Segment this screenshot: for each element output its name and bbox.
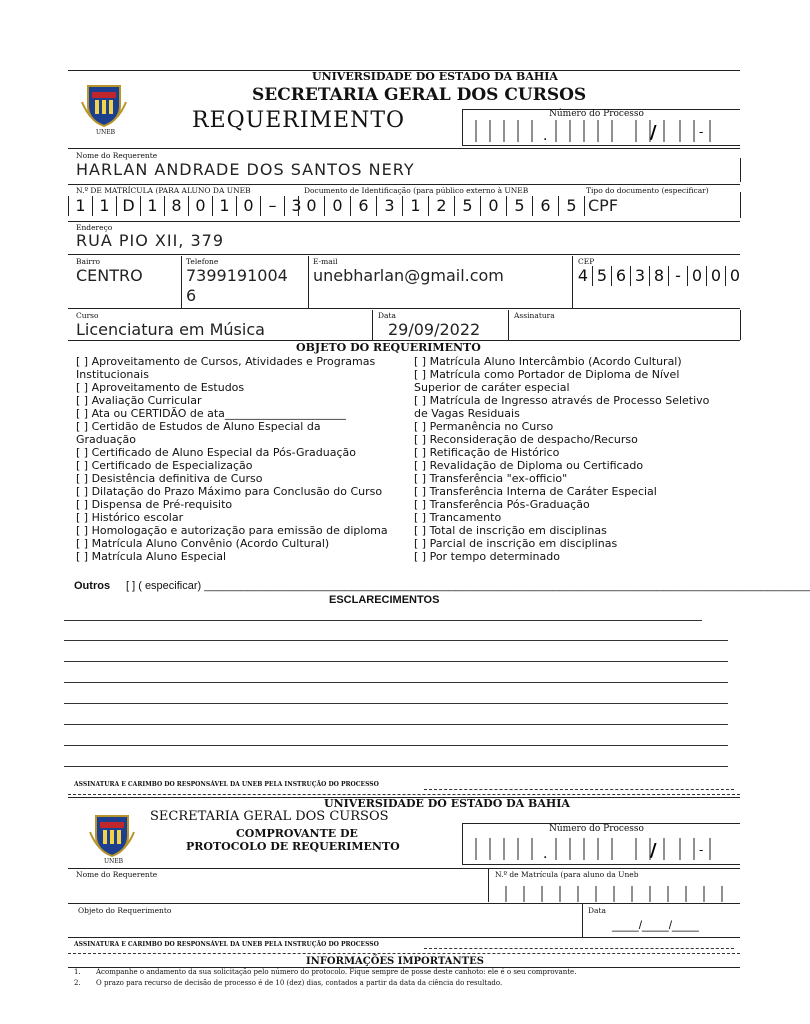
option-item[interactable]: [ ] Permanência no Curso	[414, 420, 554, 433]
email-field[interactable]: unebharlan@gmail.com	[313, 266, 504, 285]
cep-digit: 0	[729, 266, 741, 285]
option-item[interactable]: [ ] Revalidação de Diploma ou Certificado	[414, 459, 644, 472]
form-title: REQUERIMENTO	[192, 108, 406, 133]
divider	[740, 158, 741, 182]
signature-line[interactable]	[424, 789, 734, 790]
option-item[interactable]: [ ] Certificado de Especialização	[76, 459, 253, 472]
divider	[68, 308, 740, 309]
option-item-continued: Institucionais	[76, 368, 149, 381]
phone-label: Telefone	[186, 257, 219, 266]
divider	[68, 868, 740, 869]
comprovante-date-field[interactable]: ____/____/____	[612, 918, 699, 932]
option-item[interactable]: [ ] Retificação de Histórico	[414, 446, 560, 459]
svg-text:.: .	[543, 846, 548, 862]
cep-digit: 0	[707, 266, 726, 286]
option-item[interactable]: [ ] Dilatação do Prazo Máximo para Conclusão do Curso	[76, 485, 383, 498]
phone-field[interactable]: 7399191004	[186, 266, 288, 285]
secretariat-title: SECRETARIA GERAL DOS CURSOS	[252, 85, 587, 105]
option-item-continued: Graduação	[76, 433, 137, 446]
university-name: UNIVERSIDADE DO ESTADO DA BAHIA	[312, 70, 558, 83]
svg-text:/: /	[650, 122, 657, 143]
divider	[68, 903, 740, 904]
divider	[740, 192, 741, 218]
option-item[interactable]: [ ] Ata ou CERTIDÃO de ata______________________	[76, 407, 346, 420]
address-label: Endereço	[76, 223, 113, 232]
doc-label: Documento de Identificação (para público externo à UNEB	[304, 186, 529, 195]
signature-label: Assinatura	[514, 311, 555, 320]
option-item-continued: de Vagas Residuais	[414, 407, 520, 420]
process-number-label: Número do Processo	[549, 109, 644, 119]
option-item[interactable]: [ ] Matrícula Aluno Especial	[76, 550, 227, 563]
option-subitem[interactable]: [ ] Total de inscrição em disciplinas	[414, 524, 607, 537]
info-title: INFORMAÇÕES IMPORTANTES	[306, 956, 484, 967]
comprovante-university: UNIVERSIDADE DO ESTADO DA BAHIA	[324, 797, 570, 810]
doc-digit: 5	[454, 196, 480, 216]
matricula-digit: 1	[212, 196, 236, 216]
comprovante-matricula-cells[interactable]	[488, 886, 738, 902]
doc-digit: 0	[324, 196, 350, 216]
writing-line	[64, 724, 728, 725]
email-label: E-mail	[313, 257, 338, 266]
writing-line	[64, 682, 728, 683]
option-item[interactable]: [ ] Trancamento	[414, 511, 502, 524]
objeto-title: OBJETO DO REQUERIMENTO	[296, 341, 481, 354]
writing-line	[64, 766, 728, 767]
option-item[interactable]: [ ] Matrícula Aluno Convênio (Acordo Cultural)	[76, 537, 330, 550]
matricula-digit: 1	[92, 196, 116, 216]
doc-digit: 6	[350, 196, 376, 216]
comprovante-responsavel-label: ASSINATURA E CARIMBO DO RESPONSÁVEL DA UNEB PELA INSTRUÇÃO DO PROCESSO	[74, 941, 379, 948]
divider	[68, 148, 740, 149]
matricula-digit: –	[260, 196, 284, 216]
comprovante-title-line1: COMPROVANTE DE	[236, 827, 358, 840]
responsavel-signature-label: ASSINATURA E CARIMBO DO RESPONSÁVEL DA UNEB PELA INSTRUÇÃO DO PROCESSO	[74, 781, 379, 788]
svg-text:-: -	[699, 125, 704, 139]
address-field[interactable]: RUA PIO XII, 379	[76, 231, 225, 250]
option-item[interactable]: [ ] Homologação e autorização para emissão de diploma	[76, 524, 388, 537]
option-item[interactable]: [ ] Matrícula Aluno Intercâmbio (Acordo Cultural)	[414, 355, 682, 368]
svg-text:-: -	[699, 843, 704, 857]
writing-line	[64, 620, 702, 621]
comprovante-secretariat: SECRETARIA GERAL DOS CURSOS	[150, 809, 389, 824]
cep-digit: 8	[650, 266, 669, 286]
comprovante-process-number-cells	[476, 838, 726, 860]
doc-digit: 5	[506, 196, 532, 216]
cep-digit: 3	[631, 266, 650, 286]
option-item[interactable]: [ ] Avaliação Curricular	[76, 394, 202, 407]
divider	[68, 184, 740, 185]
option-item[interactable]: [ ] Aproveitamento de Cursos, Atividades e Programas	[76, 355, 376, 368]
option-item[interactable]: [ ] Matrícula como Portador de Diploma de Nível	[414, 368, 680, 381]
divider	[68, 937, 740, 938]
bairro-field[interactable]: CENTRO	[76, 266, 143, 285]
divider	[68, 221, 740, 222]
option-item[interactable]: [ ] Dispensa de Pré-requisito	[76, 498, 233, 511]
uneb-logo-icon	[82, 82, 126, 130]
divider	[372, 310, 373, 340]
option-subitem[interactable]: [ ] Parcial de inscrição em disciplinas	[414, 537, 618, 550]
info-1: Acompanhe o andamento da sua solicitação pelo número do protocolo. Fique sempre de posse deste canhoto: ele é o seu comprovante.	[96, 968, 577, 976]
info-1-number: 1.	[74, 968, 81, 976]
writing-line	[64, 703, 728, 704]
cut-line	[68, 794, 740, 795]
logo-caption: UNEB	[104, 858, 124, 865]
doc-digit: 6	[532, 196, 558, 216]
matricula-digit: 0	[236, 196, 260, 216]
option-item[interactable]: [ ] Transferência Interna de Caráter Especial	[414, 485, 657, 498]
doc-digit: 0	[480, 196, 506, 216]
cut-line	[68, 953, 740, 954]
name-label: Nome do Requerente	[76, 151, 158, 160]
course-label: Curso	[76, 311, 99, 320]
doc-digit: 2	[428, 196, 454, 216]
comprovante-objeto-label: Objeto do Requerimento	[78, 906, 172, 915]
process-number-cells	[476, 120, 726, 142]
divider	[572, 256, 573, 308]
divider	[740, 310, 741, 340]
signature-line[interactable]	[424, 948, 734, 949]
doc-digit: 5	[558, 196, 585, 216]
divider	[308, 256, 309, 308]
comprovante-process-number-label: Número do Processo	[549, 824, 644, 834]
matricula-digit: 0	[188, 196, 212, 216]
requester-name-field[interactable]: HARLAN ANDRADE DOS SANTOS NERY	[76, 160, 415, 179]
svg-text:/: /	[650, 840, 657, 861]
esclarecimentos-title: ESCLARECIMENTOS	[329, 594, 440, 606]
matricula-digit: 8	[164, 196, 188, 216]
comprovante-title-line2: PROTOCOLO DE REQUERIMENTO	[186, 840, 400, 853]
date-label: Data	[378, 311, 396, 320]
matricula-digit: 3	[284, 196, 308, 216]
writing-line	[64, 661, 728, 662]
outros-label: Outros	[74, 580, 111, 592]
divider	[582, 903, 583, 937]
writing-line	[64, 745, 728, 746]
matricula-cells[interactable]	[68, 196, 308, 216]
option-item[interactable]: [ ] Histórico escolar	[76, 511, 184, 524]
doc-digit: 3	[376, 196, 402, 216]
matricula-digit: 1	[140, 196, 164, 216]
matricula-digit: D	[116, 196, 140, 216]
svg-text:.: .	[543, 128, 548, 144]
cep-digit: 0	[688, 266, 707, 286]
cep-digit: 5	[593, 266, 612, 286]
option-item[interactable]: [ ] Transferência Pós-Graduação	[414, 498, 590, 511]
date-field[interactable]: 29/09/2022	[388, 320, 481, 339]
cep-digit: 6	[612, 266, 631, 286]
phone-field-continued: 6	[186, 286, 197, 305]
option-item[interactable]: [ ] Certidão de Estudos de Aluno Especial da	[76, 420, 321, 433]
matricula-label: N.º DE MATRÍCULA (PARA ALUNO DA UNEB	[76, 186, 251, 195]
cep-label: CEP	[578, 257, 595, 266]
doc-cells[interactable]	[298, 196, 585, 216]
comprovante-name-label: Nome do Requerente	[76, 870, 158, 879]
bairro-label: Bairro	[76, 257, 101, 266]
course-field[interactable]: Licenciatura em Música	[76, 320, 265, 339]
writing-line	[64, 640, 728, 641]
doc-digit: 1	[402, 196, 428, 216]
option-item[interactable]: [ ] Aproveitamento de Estudos	[76, 381, 245, 394]
logo-caption: UNEB	[96, 129, 116, 136]
option-item[interactable]: [ ] Desistência definitiva de Curso	[76, 472, 263, 485]
divider	[181, 256, 182, 308]
info-2-number: 2.	[74, 979, 81, 987]
outros-field[interactable]: [ ] ( especificar) ___________________________________________________________________________________________________	[126, 580, 810, 592]
divider	[68, 254, 740, 255]
doc-digit: 0	[298, 196, 324, 216]
option-item[interactable]: [ ] Matrícula de Ingresso através de Processo Seletivo	[414, 394, 710, 407]
uneb-logo-icon	[90, 812, 134, 860]
cep-digit: 4	[574, 266, 593, 286]
option-item[interactable]: [ ] Reconsideração de despacho/Recurso	[414, 433, 638, 446]
option-item[interactable]: [ ] Transferência "ex-officio"	[414, 472, 568, 485]
option-item[interactable]: [ ] Certificado de Aluno Especial da Pós-Graduação	[76, 446, 356, 459]
cep-cells[interactable]	[574, 266, 744, 286]
divider	[508, 310, 509, 340]
option-item-continued: Superior de caráter especial	[414, 381, 570, 394]
comprovante-matricula-label: N.º de Matrícula (para aluno da Uneb	[495, 870, 639, 879]
matricula-digit: 1	[68, 196, 92, 216]
doc-type-field[interactable]: CPF	[588, 196, 619, 215]
option-subitem[interactable]: [ ] Por tempo determinado	[414, 550, 560, 563]
comprovante-date-label: Data	[588, 906, 606, 915]
cep-digit: -	[669, 266, 688, 286]
info-2: O prazo para recurso de decisão de processo é de 10 (dez) dias, contados a partir da data da ciência do resultado.	[96, 979, 503, 987]
doc-type-label: Tipo do documento (especificar)	[586, 186, 709, 195]
